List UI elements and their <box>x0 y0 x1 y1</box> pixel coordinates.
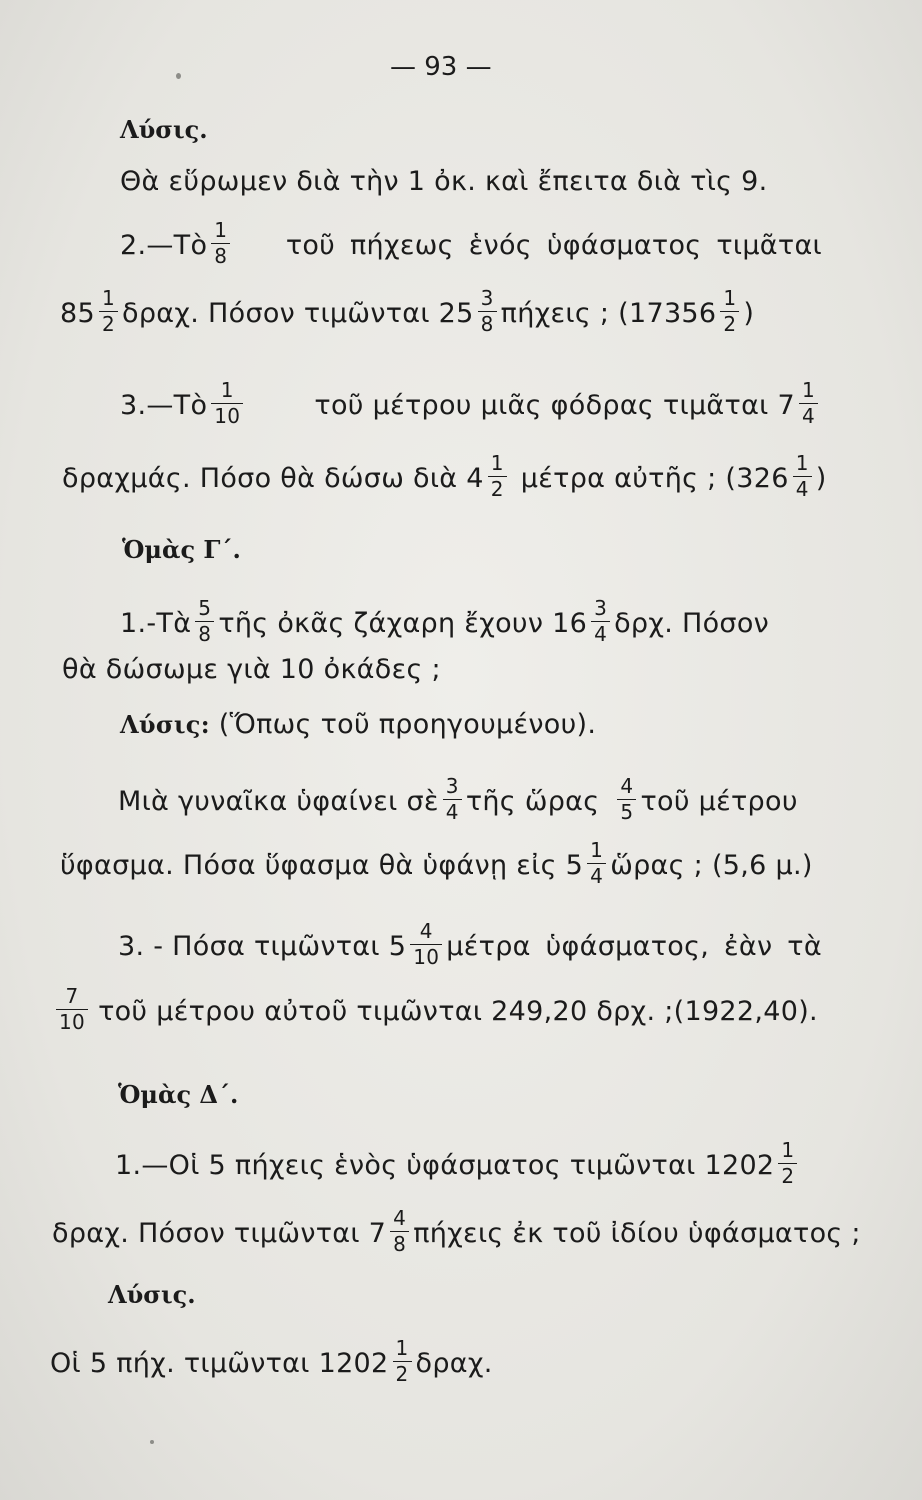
text-span: πήχεις ; (17356 <box>500 298 717 329</box>
text-span: μέτρα ὑφάσματος, ἐὰν τὰ <box>446 931 822 962</box>
text-line <box>56 984 818 1035</box>
text-line <box>118 919 822 970</box>
text-line <box>52 1206 861 1257</box>
text-span: τοῦ πήχεως ἑνός ὑφάσματος τιμᾶται <box>285 230 822 261</box>
text-line <box>60 838 813 889</box>
paper-speck <box>176 73 181 79</box>
text-line <box>120 378 822 429</box>
page-number: — 93 — <box>390 52 492 82</box>
text-span: δραχμάς. Πόσο θὰ δώσω διὰ 4 <box>62 463 484 494</box>
problem-number: 1.-Τὰ <box>120 608 192 639</box>
text-span: ὕφασμα. Πόσα ὕφασμα θὰ ὑφάνῃ εἰς 5 <box>60 850 584 881</box>
text-span: 1.—Οἱ 5 πήχεις ἑνὸς ὑφάσματος τιμῶνται 1202 <box>115 1150 775 1181</box>
text-span: Μιὰ γυναῖκα ὑφαίνει σὲ <box>118 786 439 817</box>
section-heading-gamma: Ὁμὰς Γ΄. <box>122 535 241 564</box>
heading-solution: Λύσις. <box>120 115 208 144</box>
paper-speck <box>150 1440 154 1444</box>
fraction: 5 8 <box>195 598 214 645</box>
fraction: 3 4 <box>591 598 610 645</box>
fraction: 1 2 <box>488 453 507 500</box>
fraction: 4 5 <box>617 776 636 823</box>
fraction: 1 4 <box>793 453 812 500</box>
text-span: δραχ. Πόσον τιμῶνται 7 <box>52 1218 387 1249</box>
fraction: 1 4 <box>799 380 818 427</box>
text-line: θὰ δώσωμε γιὰ 10 ὀκάδες ; <box>62 654 441 685</box>
text-line <box>50 1336 493 1387</box>
text-span: δραχ. <box>415 1348 493 1379</box>
text-span: ) <box>815 463 827 494</box>
problem-number: 2.—Τὸ <box>120 230 208 261</box>
text-line <box>60 286 755 337</box>
fraction: 3 8 <box>478 288 497 335</box>
fraction: 1 10 <box>211 380 243 427</box>
fraction: 1 2 <box>393 1338 412 1385</box>
text-span: πήχεις ἐκ τοῦ ἰδίου ὑφάσματος ; <box>413 1218 861 1249</box>
fraction: 1 8 <box>211 220 230 267</box>
fraction: 1 2 <box>99 288 118 335</box>
text-line <box>115 1138 801 1189</box>
problem-number: 3.—Τὸ <box>120 390 208 421</box>
fraction: 3 4 <box>443 776 462 823</box>
text-line: Θὰ εὕρωμεν διὰ τὴν 1 ὀκ. καὶ ἔπειτα διὰ τὶς 9. <box>120 166 768 197</box>
text-span: τοῦ μέτρου μιᾶς φόδρας τιμᾶται 7 <box>314 390 795 421</box>
text-span: μέτρα αὐτῆς ; (326 <box>520 463 789 494</box>
text-line <box>120 596 770 647</box>
text-line <box>120 218 822 269</box>
problem-number: 3. - Πόσα τιμῶνται 5 <box>118 931 407 962</box>
text-span: τοῦ μέτρου <box>640 786 798 817</box>
solution-label: Λύσις: <box>120 710 210 739</box>
text-span: δραχ. Πόσον τιμῶνται 25 <box>122 298 474 329</box>
section-heading-delta: Ὁμὰς Δ΄. <box>118 1080 239 1109</box>
fraction: 1 2 <box>720 288 739 335</box>
text-span: ) <box>743 298 755 329</box>
text-span: τοῦ μέτρου αὐτοῦ τιμῶνται 249,20 δρχ. ; <box>98 996 674 1027</box>
text-span: Οἱ 5 πήχ. τιμῶνται 1202 <box>50 1348 389 1379</box>
fraction: 4 8 <box>390 1208 409 1255</box>
fraction: 1 2 <box>778 1140 797 1187</box>
fraction: 1 4 <box>587 840 606 887</box>
text-span: ὥρας ; (5,6 μ.) <box>610 850 813 881</box>
text-span: τῆς ὀκᾶς ζάχαρη ἔχουν 16 <box>218 608 588 639</box>
text-span: τῆς ὥρας <box>465 786 600 817</box>
text-span: (1922,40). <box>673 996 818 1027</box>
text-line <box>120 711 596 738</box>
fraction: 4 10 <box>410 921 442 968</box>
text-line <box>62 451 827 502</box>
text-span: 85 <box>60 298 95 329</box>
fraction: 7 10 <box>56 986 88 1033</box>
text-span: (Ὅπως τοῦ προηγουμένου). <box>218 709 597 740</box>
text-span: δρχ. Πόσον <box>614 608 770 639</box>
text-line <box>118 774 798 825</box>
heading-solution: Λύσις. <box>108 1280 196 1309</box>
